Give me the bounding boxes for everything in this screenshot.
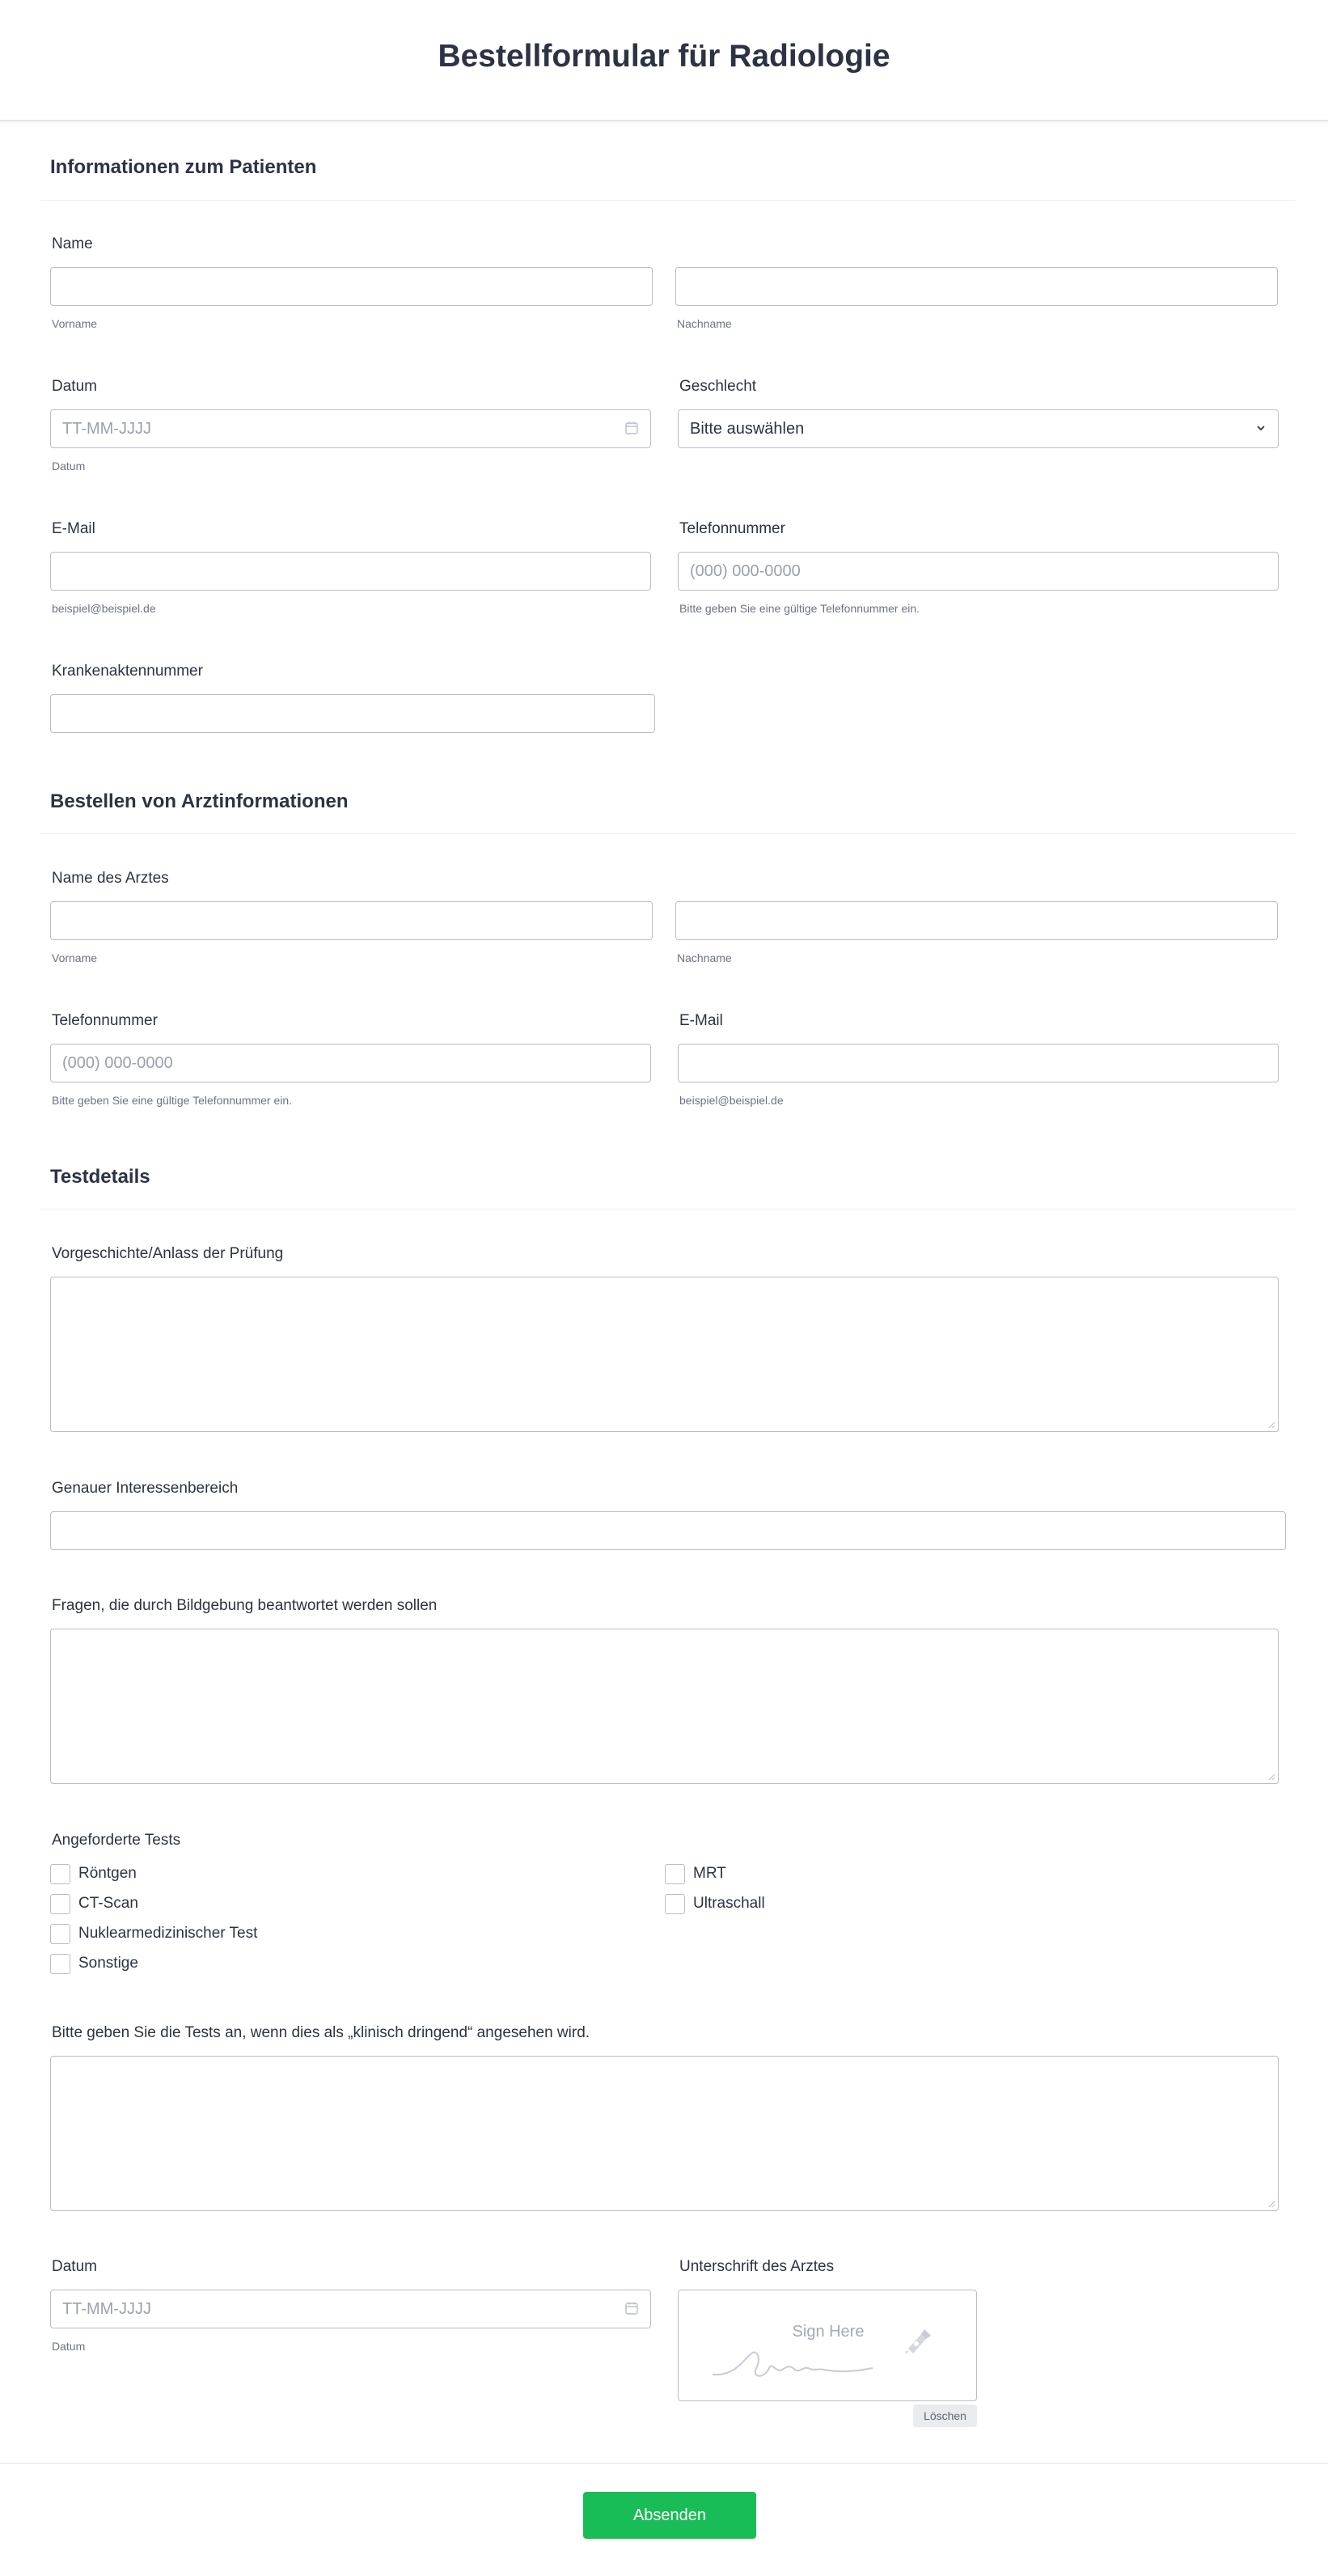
history-textarea[interactable]	[50, 1277, 1279, 1432]
signature-label: Unterschrift des Arztes	[679, 2258, 835, 2275]
doctor-phone-label: Telefonnummer	[52, 1012, 158, 1029]
patient-phone-placeholder: (000) 000-0000	[690, 561, 801, 580]
checkbox-mri[interactable]	[665, 1864, 685, 1884]
order-date-placeholder: TT-MM-JJJJ	[62, 2299, 151, 2318]
section-divider	[40, 833, 1296, 834]
patient-first-name-input[interactable]	[50, 267, 653, 306]
submit-button[interactable]: Absenden	[583, 2492, 756, 2539]
patient-date-sublabel: Datum	[52, 460, 86, 472]
medical-record-label: Krankenaktennummer	[52, 663, 203, 680]
patient-phone-input[interactable]	[678, 552, 1279, 591]
urgent-tests-textarea[interactable]	[50, 2056, 1279, 2211]
chevron-down-icon	[1255, 422, 1267, 434]
order-date-label: Datum	[52, 2258, 97, 2275]
footer-divider	[0, 2463, 1328, 2464]
checkbox-label-mri: MRT	[693, 1865, 726, 1882]
order-date-sublabel: Datum	[52, 2340, 86, 2353]
patient-email-sublabel: beispiel@beispiel.de	[52, 602, 156, 615]
doctor-email-label: E-Mail	[679, 1012, 723, 1029]
gender-selected-value: Bitte auswählen	[690, 419, 805, 438]
checkbox-label-ultrasound: Ultraschall	[693, 1895, 765, 1912]
history-label: Vorgeschichte/Anlass der Prüfung	[52, 1245, 284, 1262]
doctor-phone-input[interactable]	[50, 1044, 651, 1083]
section-divider	[40, 1209, 1296, 1210]
doctor-last-name-sublabel: Nachname	[677, 951, 732, 964]
gender-select[interactable]	[678, 409, 1279, 448]
resize-handle-icon[interactable]	[1267, 2200, 1275, 2208]
section-divider	[40, 200, 1296, 201]
doctor-first-name-sublabel: Vorname	[52, 951, 98, 964]
doctor-name-label: Name des Arztes	[52, 870, 169, 887]
calendar-icon[interactable]	[624, 2301, 639, 2315]
patient-name-label: Name	[52, 235, 93, 252]
doctor-first-name-input[interactable]	[50, 901, 653, 940]
pen-icon	[899, 2323, 934, 2358]
patient-date-label: Datum	[52, 378, 97, 395]
patient-date-placeholder: TT-MM-JJJJ	[62, 419, 151, 438]
urgent-tests-label: Bitte geben Sie die Tests an, wenn dies als „klinisch dringend“ angesehen wird.	[52, 2024, 590, 2041]
patient-phone-label: Telefonnummer	[679, 520, 785, 537]
doctor-phone-sublabel: Bitte geben Sie eine gültige Telefonnummer ein.	[52, 1094, 293, 1107]
patient-phone-sublabel: Bitte geben Sie eine gültige Telefonnummer ein.	[679, 602, 920, 615]
medical-record-input[interactable]	[50, 694, 655, 733]
signature-hint: Sign Here	[792, 2323, 865, 2341]
checkbox-label-roentgen: Röntgen	[78, 1865, 137, 1882]
gender-label: Geschlecht	[679, 378, 757, 395]
patient-email-label: E-Mail	[52, 520, 95, 537]
patient-email-input[interactable]	[50, 552, 651, 591]
patient-last-name-input[interactable]	[675, 267, 1278, 306]
signature-pad[interactable]	[678, 2290, 977, 2401]
checkbox-ct-scan[interactable]	[50, 1894, 70, 1914]
imaging-questions-label: Fragen, die durch Bildgebung beantwortet werden sollen	[52, 1597, 438, 1614]
checkbox-nuclear-medicine[interactable]	[50, 1924, 70, 1944]
checkbox-label-ct-scan: CT-Scan	[78, 1895, 138, 1912]
imaging-questions-textarea[interactable]	[50, 1629, 1279, 1784]
doctor-email-input[interactable]	[678, 1044, 1279, 1083]
requested-tests-label: Angeforderte Tests	[52, 1832, 181, 1849]
patient-first-name-sublabel: Vorname	[52, 317, 98, 330]
resize-handle-icon[interactable]	[1267, 1421, 1275, 1429]
section-title-patient: Informationen zum Patienten	[50, 156, 317, 178]
doctor-email-sublabel: beispiel@beispiel.de	[679, 1094, 784, 1107]
interest-area-label: Genauer Interessenbereich	[52, 1480, 239, 1497]
checkbox-label-other: Sonstige	[78, 1955, 138, 1972]
checkbox-label-nuclear-medicine: Nuklearmedizinischer Test	[78, 1925, 258, 1942]
patient-last-name-sublabel: Nachname	[677, 317, 732, 330]
patient-date-input[interactable]	[50, 409, 651, 448]
clear-signature-button[interactable]: Löschen	[913, 2404, 977, 2427]
form-title: Bestellformular für Radiologie	[438, 39, 890, 74]
order-date-input[interactable]	[50, 2290, 651, 2328]
calendar-icon[interactable]	[624, 421, 639, 435]
checkbox-roentgen[interactable]	[50, 1864, 70, 1884]
checkbox-ultrasound[interactable]	[665, 1894, 685, 1914]
doctor-phone-placeholder: (000) 000-0000	[62, 1053, 173, 1072]
interest-area-input[interactable]	[50, 1511, 1286, 1550]
section-title-doctor: Bestellen von Arztinformationen	[50, 790, 349, 812]
checkbox-other[interactable]	[50, 1954, 70, 1974]
doctor-last-name-input[interactable]	[675, 901, 1278, 940]
section-title-tests: Testdetails	[50, 1166, 150, 1188]
resize-handle-icon[interactable]	[1267, 1773, 1275, 1781]
